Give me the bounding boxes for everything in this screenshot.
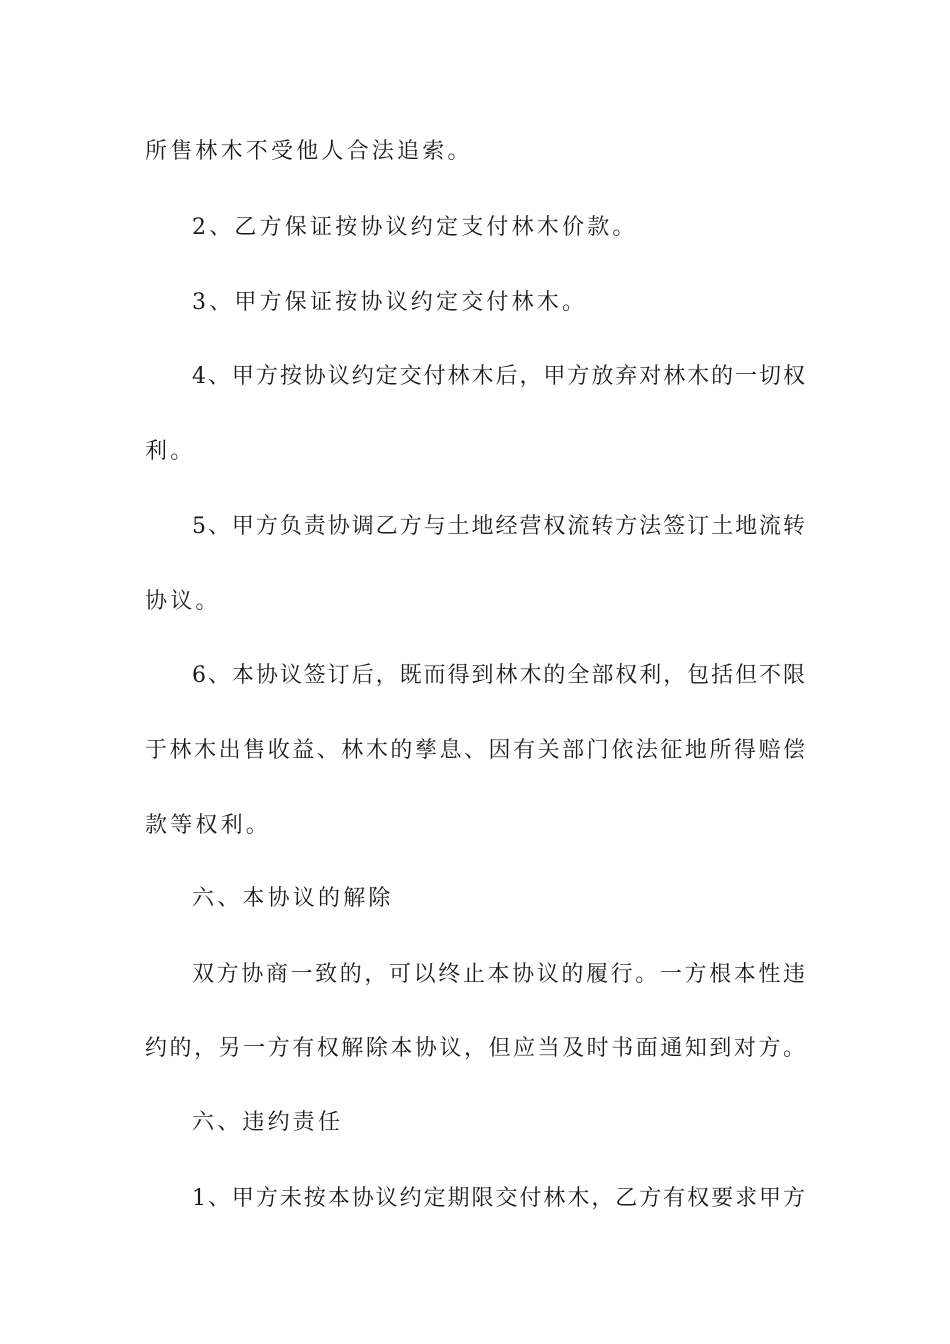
text-line-6: 5、甲方负责协调乙方与土地经营权流转方法签订土地流转 — [192, 514, 805, 539]
text-line-4: 4、甲方按协议约定交付林木后，甲方放弃对林木的一切权 — [192, 364, 805, 389]
text-line-9: 于林木出售收益、林木的孳息、因有关部门依法征地所得赔偿 — [145, 738, 805, 763]
text-line-8: 6、本协议签订后，既而得到林木的全部权利，包括但不限 — [192, 663, 805, 688]
section-heading-termination: 六、本协议的解除 — [192, 886, 394, 911]
text-line-13: 约的，另一方有权解除本协议，但应当及时书面通知到对方。 — [145, 1036, 805, 1061]
text-line-2: 2、乙方保证按协议约定支付林木价款。 — [192, 215, 638, 240]
text-line-12: 双方协商一致的，可以终止本协议的履行。一方根本性违 — [192, 962, 805, 987]
text-line-1: 所售林木不受他人合法追索。 — [145, 139, 473, 164]
text-line-7: 协议。 — [145, 589, 221, 614]
section-heading-liability: 六、违约责任 — [192, 1110, 344, 1135]
text-line-10: 款等权利。 — [145, 813, 272, 838]
text-line-5: 利。 — [145, 439, 196, 464]
text-line-15: 1、甲方未按本协议约定期限交付林木，乙方有权要求甲方 — [192, 1186, 805, 1211]
text-line-3: 3、甲方保证按协议约定交付林木。 — [192, 290, 588, 315]
